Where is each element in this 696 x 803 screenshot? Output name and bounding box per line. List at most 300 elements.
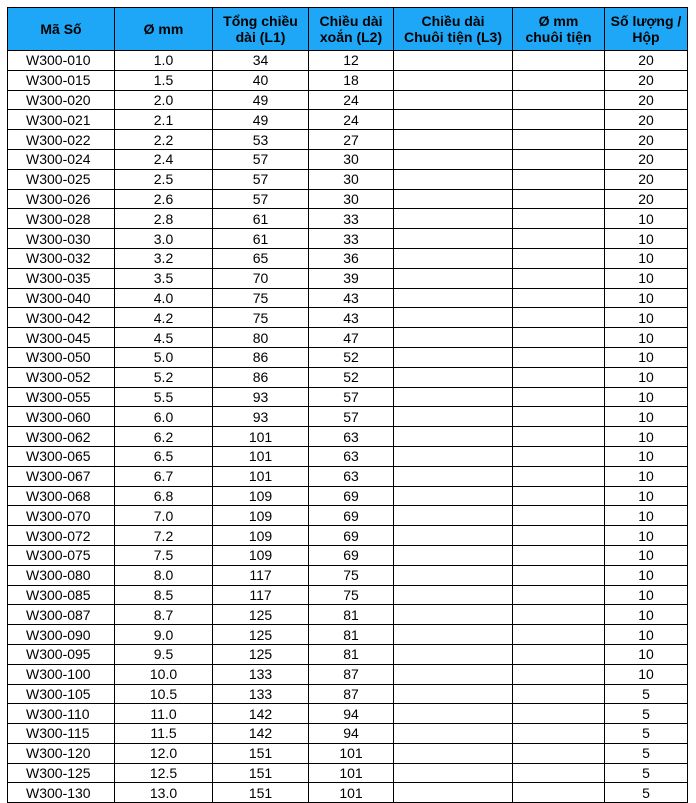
cell-qty-per-box: 10 [605,407,688,427]
cell-shank-diameter [513,288,605,308]
cell-total-length: 117 [213,565,309,585]
cell-code: W300-095 [8,644,115,664]
table-row [8,407,688,427]
table-row [8,149,688,169]
cell-flute-length: 63 [309,427,394,447]
cell-shank-diameter [513,783,605,803]
cell-code: W300-062 [8,427,115,447]
cell-flute-length: 43 [309,308,394,328]
table-row [8,90,688,110]
cell-diameter: 12.0 [115,743,213,763]
cell-qty-per-box: 10 [605,308,688,328]
cell-diameter: 2.8 [115,209,213,229]
cell-flute-length: 27 [309,130,394,150]
cell-qty-per-box: 10 [605,209,688,229]
cell-code: W300-015 [8,70,115,90]
cell-total-length: 61 [213,209,309,229]
cell-diameter: 6.0 [115,407,213,427]
cell-qty-per-box: 10 [605,605,688,625]
cell-shank-diameter [513,70,605,90]
cell-diameter: 8.5 [115,585,213,605]
cell-shank-diameter [513,367,605,387]
cell-shank-diameter [513,149,605,169]
cell-flute-length: 101 [309,763,394,783]
cell-code: W300-020 [8,90,115,110]
cell-diameter: 6.5 [115,446,213,466]
cell-flute-length: 87 [309,664,394,684]
cell-qty-per-box: 20 [605,51,688,71]
cell-diameter: 9.5 [115,644,213,664]
cell-flute-length: 94 [309,704,394,724]
cell-diameter: 2.0 [115,90,213,110]
cell-flute-length: 101 [309,783,394,803]
cell-diameter: 2.4 [115,149,213,169]
cell-total-length: 86 [213,347,309,367]
cell-shank-diameter [513,545,605,565]
cell-code: W300-045 [8,328,115,348]
table-header [8,8,688,51]
cell-shank-length [394,407,513,427]
cell-total-length: 61 [213,229,309,249]
table-row [8,367,688,387]
cell-code: W300-065 [8,446,115,466]
cell-shank-diameter [513,743,605,763]
cell-code: W300-052 [8,367,115,387]
cell-total-length: 125 [213,625,309,645]
cell-qty-per-box: 20 [605,189,688,209]
cell-shank-diameter [513,704,605,724]
cell-shank-length [394,684,513,704]
cell-qty-per-box: 10 [605,288,688,308]
cell-qty-per-box: 20 [605,110,688,130]
cell-shank-diameter [513,209,605,229]
cell-code: W300-085 [8,585,115,605]
cell-shank-length [394,387,513,407]
table-row [8,783,688,803]
cell-flute-length: 43 [309,288,394,308]
table-row [8,585,688,605]
cell-total-length: 70 [213,268,309,288]
cell-flute-length: 52 [309,347,394,367]
cell-flute-length: 36 [309,248,394,268]
table-row [8,288,688,308]
header-flute-length: Chiều dài xoắn (L2) [309,8,394,51]
cell-diameter: 3.2 [115,248,213,268]
cell-qty-per-box: 10 [605,565,688,585]
cell-shank-length [394,130,513,150]
cell-diameter: 6.2 [115,427,213,447]
cell-shank-diameter [513,268,605,288]
cell-qty-per-box: 10 [605,644,688,664]
cell-total-length: 151 [213,763,309,783]
cell-flute-length: 33 [309,229,394,249]
cell-flute-length: 33 [309,209,394,229]
cell-code: W300-105 [8,684,115,704]
cell-shank-diameter [513,407,605,427]
cell-qty-per-box: 5 [605,763,688,783]
cell-qty-per-box: 20 [605,90,688,110]
cell-shank-length [394,506,513,526]
cell-flute-length: 12 [309,51,394,71]
cell-qty-per-box: 10 [605,526,688,546]
cell-total-length: 109 [213,486,309,506]
cell-shank-length [394,169,513,189]
cell-total-length: 53 [213,130,309,150]
cell-shank-length [394,724,513,744]
cell-shank-length [394,288,513,308]
cell-qty-per-box: 10 [605,506,688,526]
cell-shank-length [394,625,513,645]
cell-shank-length [394,248,513,268]
cell-shank-length [394,526,513,546]
table-row [8,625,688,645]
cell-code: W300-040 [8,288,115,308]
cell-shank-length [394,90,513,110]
cell-shank-length [394,545,513,565]
cell-code: W300-032 [8,248,115,268]
cell-qty-per-box: 5 [605,724,688,744]
cell-shank-length [394,605,513,625]
cell-shank-diameter [513,427,605,447]
cell-flute-length: 81 [309,605,394,625]
cell-qty-per-box: 20 [605,70,688,90]
cell-total-length: 86 [213,367,309,387]
cell-diameter: 2.5 [115,169,213,189]
cell-flute-length: 69 [309,545,394,565]
cell-shank-length [394,308,513,328]
table-row [8,308,688,328]
table-row [8,70,688,90]
cell-total-length: 75 [213,288,309,308]
cell-flute-length: 81 [309,625,394,645]
cell-shank-length [394,209,513,229]
cell-flute-length: 69 [309,526,394,546]
cell-total-length: 125 [213,605,309,625]
cell-diameter: 5.0 [115,347,213,367]
cell-qty-per-box: 10 [605,625,688,645]
cell-shank-diameter [513,248,605,268]
cell-code: W300-068 [8,486,115,506]
cell-total-length: 142 [213,704,309,724]
cell-total-length: 49 [213,90,309,110]
cell-shank-diameter [513,130,605,150]
cell-shank-diameter [513,486,605,506]
cell-qty-per-box: 10 [605,328,688,348]
cell-diameter: 6.8 [115,486,213,506]
header-code: Mã Số [8,8,115,51]
cell-code: W300-025 [8,169,115,189]
cell-diameter: 4.0 [115,288,213,308]
cell-code: W300-030 [8,229,115,249]
cell-total-length: 49 [213,110,309,130]
table-row [8,526,688,546]
cell-shank-length [394,347,513,367]
cell-diameter: 11.5 [115,724,213,744]
cell-diameter: 7.5 [115,545,213,565]
header-total-length: Tổng chiều dài (L1) [213,8,309,51]
cell-qty-per-box: 5 [605,743,688,763]
cell-shank-diameter [513,506,605,526]
cell-total-length: 57 [213,189,309,209]
cell-code: W300-055 [8,387,115,407]
header-shank-length: Chiều dài Chuôi tiện (L3) [394,8,513,51]
cell-diameter: 1.0 [115,51,213,71]
table-row [8,446,688,466]
cell-shank-length [394,743,513,763]
cell-shank-diameter [513,110,605,130]
table-row [8,130,688,150]
cell-code: W300-042 [8,308,115,328]
cell-shank-diameter [513,189,605,209]
cell-shank-diameter [513,625,605,645]
cell-diameter: 3.5 [115,268,213,288]
cell-diameter: 6.7 [115,466,213,486]
table-row [8,565,688,585]
cell-qty-per-box: 20 [605,149,688,169]
table-row [8,268,688,288]
cell-code: W300-080 [8,565,115,585]
cell-shank-diameter [513,526,605,546]
cell-code: W300-010 [8,51,115,71]
cell-code: W300-026 [8,189,115,209]
table-row [8,664,688,684]
table-row [8,763,688,783]
table-row [8,506,688,526]
cell-shank-length [394,763,513,783]
cell-shank-diameter [513,763,605,783]
cell-flute-length: 24 [309,90,394,110]
cell-shank-diameter [513,585,605,605]
header-shank-diameter: Ø mm chuôi tiện [513,8,605,51]
cell-total-length: 151 [213,783,309,803]
cell-shank-diameter [513,724,605,744]
cell-diameter: 8.7 [115,605,213,625]
cell-qty-per-box: 10 [605,387,688,407]
cell-code: W300-021 [8,110,115,130]
cell-flute-length: 63 [309,466,394,486]
table-row [8,545,688,565]
table-row [8,229,688,249]
cell-diameter: 3.0 [115,229,213,249]
cell-total-length: 133 [213,664,309,684]
cell-qty-per-box: 5 [605,783,688,803]
cell-diameter: 1.5 [115,70,213,90]
cell-total-length: 80 [213,328,309,348]
cell-shank-length [394,189,513,209]
cell-flute-length: 52 [309,367,394,387]
cell-diameter: 2.2 [115,130,213,150]
cell-qty-per-box: 20 [605,169,688,189]
cell-flute-length: 30 [309,189,394,209]
cell-diameter: 2.1 [115,110,213,130]
cell-total-length: 101 [213,427,309,447]
cell-shank-length [394,644,513,664]
cell-total-length: 57 [213,149,309,169]
cell-qty-per-box: 5 [605,684,688,704]
cell-qty-per-box: 10 [605,427,688,447]
cell-shank-diameter [513,684,605,704]
cell-shank-length [394,268,513,288]
cell-shank-diameter [513,229,605,249]
cell-code: W300-125 [8,763,115,783]
cell-code: W300-072 [8,526,115,546]
cell-diameter: 9.0 [115,625,213,645]
cell-shank-diameter [513,328,605,348]
cell-code: W300-115 [8,724,115,744]
table-row [8,486,688,506]
cell-diameter: 13.0 [115,783,213,803]
cell-total-length: 75 [213,308,309,328]
cell-code: W300-067 [8,466,115,486]
cell-diameter: 12.5 [115,763,213,783]
cell-flute-length: 39 [309,268,394,288]
cell-qty-per-box: 10 [605,466,688,486]
cell-shank-length [394,664,513,684]
cell-qty-per-box: 5 [605,704,688,724]
cell-total-length: 109 [213,506,309,526]
table-row [8,704,688,724]
cell-shank-length [394,51,513,71]
cell-shank-diameter [513,169,605,189]
cell-total-length: 93 [213,407,309,427]
cell-flute-length: 69 [309,486,394,506]
cell-code: W300-100 [8,664,115,684]
cell-flute-length: 69 [309,506,394,526]
cell-qty-per-box: 10 [605,585,688,605]
cell-qty-per-box: 10 [605,486,688,506]
cell-qty-per-box: 20 [605,130,688,150]
cell-shank-diameter [513,644,605,664]
cell-flute-length: 47 [309,328,394,348]
drill-spec-table [7,7,688,803]
cell-shank-length [394,565,513,585]
cell-code: W300-090 [8,625,115,645]
cell-shank-length [394,446,513,466]
cell-diameter: 5.5 [115,387,213,407]
cell-diameter: 8.0 [115,565,213,585]
cell-diameter: 11.0 [115,704,213,724]
cell-qty-per-box: 10 [605,268,688,288]
cell-code: W300-024 [8,149,115,169]
table-row [8,328,688,348]
cell-code: W300-050 [8,347,115,367]
table-row [8,169,688,189]
cell-total-length: 125 [213,644,309,664]
cell-qty-per-box: 10 [605,664,688,684]
cell-total-length: 101 [213,446,309,466]
cell-flute-length: 101 [309,743,394,763]
table-row [8,684,688,704]
cell-shank-diameter [513,446,605,466]
cell-total-length: 151 [213,743,309,763]
cell-flute-length: 94 [309,724,394,744]
cell-flute-length: 30 [309,149,394,169]
cell-shank-diameter [513,347,605,367]
cell-qty-per-box: 10 [605,229,688,249]
table-row [8,605,688,625]
cell-total-length: 40 [213,70,309,90]
cell-total-length: 117 [213,585,309,605]
table-row [8,347,688,367]
cell-code: W300-110 [8,704,115,724]
table-row [8,110,688,130]
cell-qty-per-box: 10 [605,248,688,268]
cell-code: W300-130 [8,783,115,803]
cell-total-length: 142 [213,724,309,744]
cell-diameter: 10.5 [115,684,213,704]
cell-total-length: 34 [213,51,309,71]
cell-code: W300-028 [8,209,115,229]
table-row [8,743,688,763]
cell-shank-length [394,427,513,447]
cell-total-length: 57 [213,169,309,189]
cell-diameter: 5.2 [115,367,213,387]
cell-shank-length [394,585,513,605]
cell-qty-per-box: 10 [605,446,688,466]
table-row [8,209,688,229]
cell-code: W300-022 [8,130,115,150]
cell-shank-diameter [513,565,605,585]
cell-diameter: 4.5 [115,328,213,348]
cell-shank-length [394,110,513,130]
cell-total-length: 109 [213,526,309,546]
cell-shank-diameter [513,90,605,110]
table-row [8,427,688,447]
cell-qty-per-box: 10 [605,347,688,367]
cell-shank-diameter [513,308,605,328]
cell-flute-length: 75 [309,585,394,605]
table-row [8,387,688,407]
cell-flute-length: 63 [309,446,394,466]
cell-qty-per-box: 10 [605,367,688,387]
table-row [8,248,688,268]
cell-code: W300-120 [8,743,115,763]
header-row [8,8,688,51]
cell-shank-diameter [513,466,605,486]
table-row [8,189,688,209]
cell-shank-diameter [513,51,605,71]
cell-total-length: 93 [213,387,309,407]
cell-shank-diameter [513,605,605,625]
cell-flute-length: 24 [309,110,394,130]
cell-shank-length [394,229,513,249]
table-row [8,644,688,664]
cell-diameter: 7.2 [115,526,213,546]
cell-total-length: 65 [213,248,309,268]
header-qty-per-box: Số lượng / Hộp [605,8,688,51]
cell-total-length: 133 [213,684,309,704]
cell-code: W300-075 [8,545,115,565]
cell-code: W300-087 [8,605,115,625]
cell-flute-length: 87 [309,684,394,704]
table-body [8,51,688,803]
cell-flute-length: 57 [309,387,394,407]
cell-shank-diameter [513,664,605,684]
spec-table-container [7,7,687,803]
cell-shank-length [394,367,513,387]
cell-flute-length: 30 [309,169,394,189]
cell-diameter: 2.6 [115,189,213,209]
cell-total-length: 109 [213,545,309,565]
cell-code: W300-070 [8,506,115,526]
cell-diameter: 4.2 [115,308,213,328]
cell-diameter: 10.0 [115,664,213,684]
cell-shank-diameter [513,387,605,407]
cell-shank-length [394,149,513,169]
cell-flute-length: 18 [309,70,394,90]
header-diameter: Ø mm [115,8,213,51]
table-row [8,724,688,744]
